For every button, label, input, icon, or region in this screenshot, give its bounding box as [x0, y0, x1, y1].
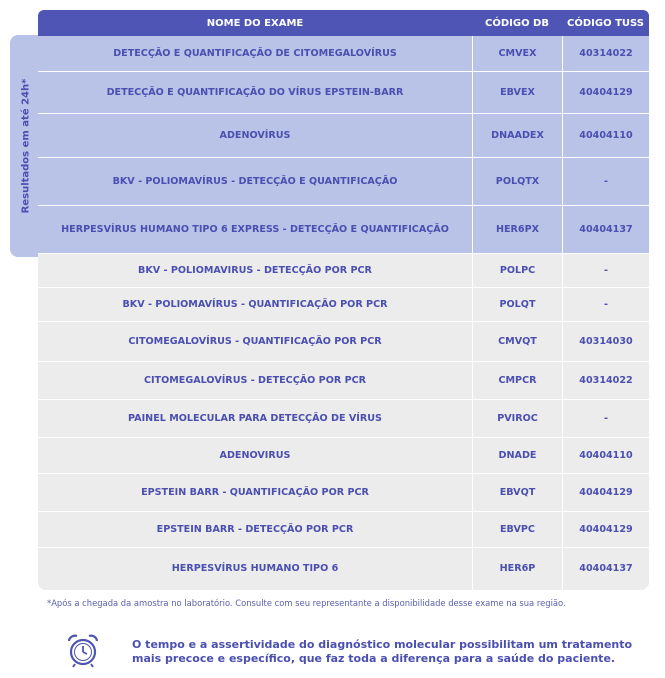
table-row	[38, 548, 649, 590]
info-box	[66, 632, 646, 670]
exam-name-cell: CITOMEGALOVÍRUS - QUANTIFICAÇÃO POR PCR	[128, 335, 382, 347]
db-code-cell: POLPC	[472, 254, 562, 287]
exam-name-cell: EPSTEIN BARR - QUANTIFICAÇÃO POR PCR	[141, 486, 369, 498]
table-row	[38, 114, 649, 158]
exam-name-cell: PAINEL MOLECULAR PARA DETECÇÃO DE VÍRUS	[128, 412, 382, 424]
db-code-cell: DNAADEX	[472, 114, 562, 157]
db-code-cell: HER6P	[472, 548, 562, 590]
tuss-code-cell: 40404137	[562, 206, 649, 253]
exam-name-cell: BKV - POLIOMAVÍRUS - DETECÇÃO E QUANTIFICAÇÃO	[112, 175, 398, 187]
table-row	[38, 400, 649, 438]
exam-name-cell: HERPESVÍRUS HUMANO TIPO 6	[171, 563, 339, 574]
db-code-cell: POLQTX	[472, 158, 562, 205]
table-row	[38, 72, 649, 114]
tuss-code-cell: -	[562, 254, 649, 287]
tuss-code-cell: 40404110	[562, 438, 649, 473]
tuss-code-cell: 40404129	[562, 474, 649, 511]
db-code-cell: HER6PX	[472, 206, 562, 253]
db-code-cell: EBVEX	[472, 72, 562, 113]
table-body	[38, 36, 649, 590]
info-text: O tempo e a assertividade do diagnóstico molecular possibilitam um tratamento mais precoce e específico, que faz toda a diferença para a saúde do paciente.	[132, 638, 633, 666]
tuss-code-cell: 40314022	[562, 36, 649, 71]
exam-name-cell: ADENOVÍRUS	[219, 129, 291, 141]
table-row	[38, 474, 649, 512]
header-db-code: CÓDIGO DB	[485, 17, 549, 29]
exam-table	[38, 10, 649, 590]
db-code-cell: POLQT	[472, 288, 562, 321]
exam-name-cell: BKV - POLIOMAVÍRUS - QUANTIFICAÇÃO POR PCR	[122, 298, 388, 310]
table-row	[38, 36, 649, 72]
tuss-code-cell: -	[562, 288, 649, 321]
exam-name-cell: BKV - POLIOMAVIRUS - DETECÇÃO POR PCR	[138, 264, 372, 276]
tuss-code-cell: 40404137	[562, 548, 649, 590]
table-row	[38, 362, 649, 400]
exam-name-cell: HERPESVÍRUS HUMANO TIPO 6 EXPRESS - DETECÇÃO E QUANTIFICAÇÃO	[61, 223, 449, 235]
tuss-code-cell: -	[562, 158, 649, 205]
db-code-cell: DNADE	[472, 438, 562, 473]
header-exam-name: NOME DO EXAME	[206, 17, 304, 29]
tuss-code-cell: -	[562, 400, 649, 437]
tuss-code-cell: 40404129	[562, 72, 649, 113]
tuss-code-cell: 40404129	[562, 512, 649, 547]
exam-name-cell: DETECÇÃO E QUANTIFICAÇÃO DO VÍRUS EPSTEIN-BARR	[106, 86, 404, 98]
table-row	[38, 512, 649, 548]
tuss-code-cell: 40314030	[562, 322, 649, 361]
tuss-code-cell: 40314022	[562, 362, 649, 399]
table-row	[38, 254, 649, 288]
db-code-cell: EBVPC	[472, 512, 562, 547]
header-tuss-code: CÓDIGO TUSS	[567, 17, 644, 29]
exam-name-cell: DETECÇÃO E QUANTIFICAÇÃO DE CITOMEGALOVÍRUS	[113, 47, 397, 59]
tuss-code-cell: 40404110	[562, 114, 649, 157]
db-code-cell: CMVQT	[472, 322, 562, 361]
alarm-clock-icon	[66, 632, 100, 668]
exam-name-cell: ADENOVIRUS	[219, 449, 291, 461]
table-header	[38, 10, 649, 36]
db-code-cell: CMPCR	[472, 362, 562, 399]
table-row	[38, 158, 649, 206]
exam-name-cell: CITOMEGALOVÍRUS - DETECÇÃO POR PCR	[143, 374, 367, 386]
exam-name-cell: EPSTEIN BARR - DETECÇÃO POR PCR	[156, 523, 354, 535]
table-row	[38, 206, 649, 254]
db-code-cell: PVIROC	[472, 400, 562, 437]
express-results-label: Resultados em até 24h*	[20, 78, 32, 214]
table-row	[38, 322, 649, 362]
db-code-cell: EBVQT	[472, 474, 562, 511]
footnote: *Após a chegada da amostra no laboratório. Consulte com seu representante a disponibilidade desse exame na sua região.	[47, 598, 566, 608]
table-row	[38, 288, 649, 322]
table-row	[38, 438, 649, 474]
db-code-cell: CMVEX	[472, 36, 562, 71]
